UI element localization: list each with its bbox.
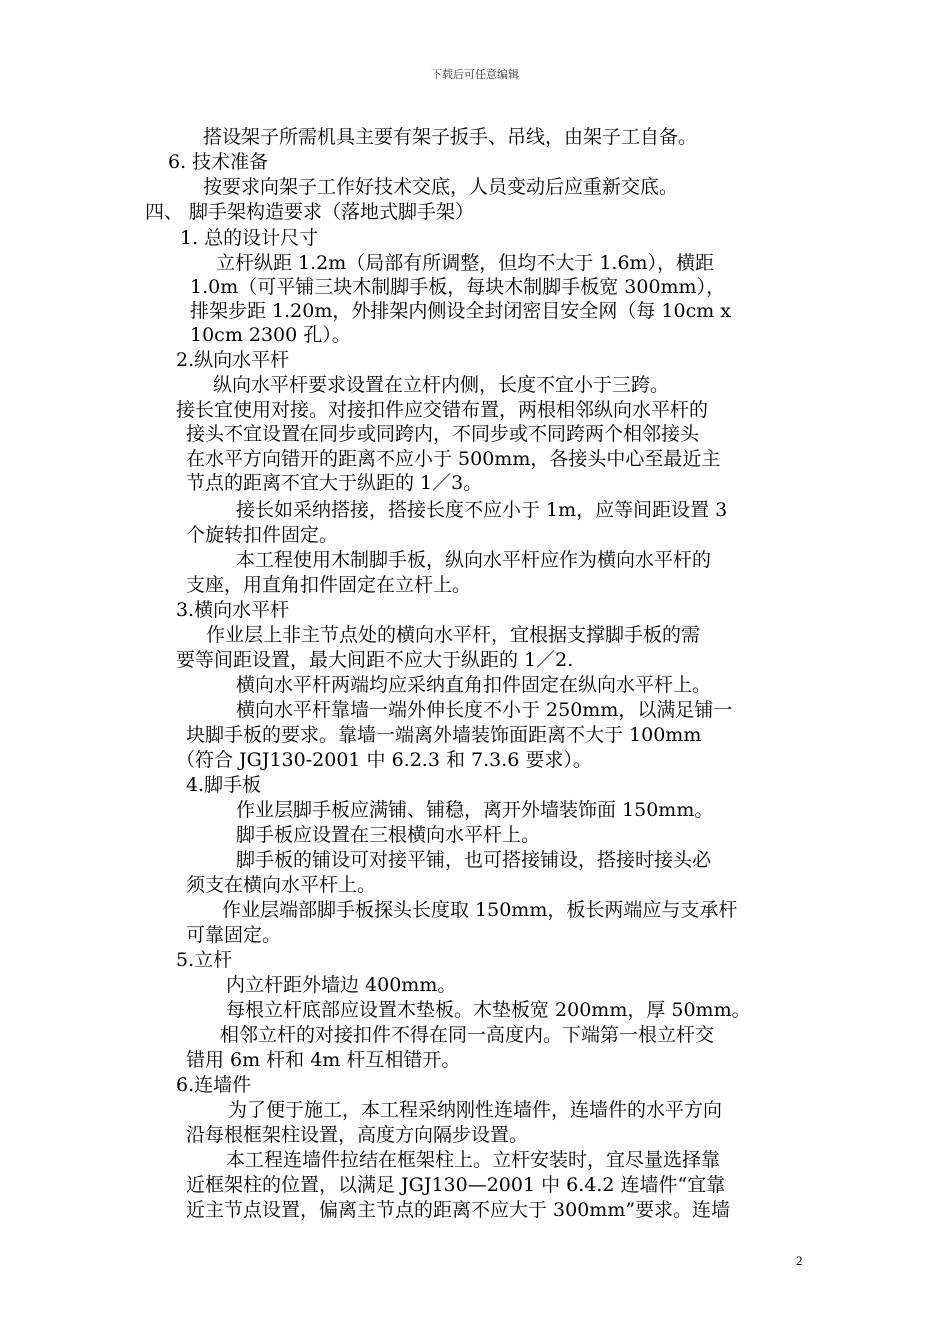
section-heading: 四、 脚手架构造要求（落地式脚手架） — [145, 201, 475, 223]
text-line: 本工程连墙件拉结在框架柱上。立杆安装时，宜尽量选择靠 — [226, 1149, 721, 1171]
text-line: 近主节点设置，偏离主节点的距离不应大于 300mm”要求。连墙 — [186, 1199, 731, 1221]
text-line: 1.0m（可平铺三块木制脚手板，每块木制脚手板宽 300mm）， — [190, 276, 726, 298]
text-line: （符合 JGJ130-2001 中 6.2.3 和 7.3.6 要求）。 — [176, 749, 592, 771]
text-line: 作业层端部脚手板探头长度取 150mm，板长两端应与支承杆 — [222, 899, 738, 921]
text-line: 节点的距离不宜大于纵距的 1／3。 — [186, 472, 483, 494]
text-line: 在水平方向错开的距离不应小于 500mm，各接头中心至最近主 — [186, 448, 721, 470]
text-line: 脚手板的铺设可对接平铺，也可搭接铺设，搭接时接头必 — [236, 849, 712, 871]
text-line: 接长宜使用对接。对接扣件应交错布置，两根相邻纵向水平杆的 — [176, 399, 709, 421]
subsection-heading: 5.立杆 — [176, 949, 233, 971]
text-line: 要等间距设置，最大间距不应大于纵距的 1／2. — [176, 649, 574, 671]
subsection-heading: 1. 总的设计尺寸 — [180, 227, 319, 249]
text-line: 10cm 2300 孔）。 — [190, 324, 351, 346]
text-line: 块脚手板的要求。靠墙一端离外墙装饰面距离不大于 100mm — [186, 724, 702, 746]
page-number: 2 — [796, 1253, 803, 1268]
subsection-heading: 3.横向水平杆 — [176, 599, 290, 621]
text-line: 横向水平杆靠墙一端外伸长度不小于 250mm，以满足铺一 — [236, 699, 733, 721]
text-line: 须支在横向水平杆上。 — [186, 874, 377, 896]
text-line: 作业层上非主节点处的横向水平杆，宜根据支撑脚手板的需 — [206, 624, 701, 646]
text-line: 错用 6m 杆和 4m 杆互相错开。 — [186, 1049, 461, 1071]
text-line: 接长如采纳搭接，搭接长度不应小于 1m，应等间距设置 3 — [236, 499, 728, 521]
text-line: 每根立杆底部应设置木垫板。木垫板宽 200mm，厚 50mm。 — [226, 999, 751, 1021]
text-line: 支座，用直角扣件固定在立杆上。 — [186, 574, 472, 596]
text-line: 排架步距 1.20m，外排架内侧设全封闭密目安全网（每 10cm x — [190, 300, 731, 322]
text-line: 内立杆距外墙边 400mm。 — [226, 974, 457, 996]
page-header: 下载后可任意编辑 — [431, 68, 519, 81]
text-line: 作业层脚手板应满铺、铺稳，离开外墙装饰面 150mm。 — [236, 799, 714, 821]
subsection-heading: 2.纵向水平杆 — [176, 349, 290, 371]
text-line: 接头不宜设置在同步或同跨内，不同步或不同跨两个相邻接头 — [186, 423, 700, 445]
text-line: 近框架柱的位置，以满足 JGJ130—2001 中 6.4.2 连墙件“宜靠 — [186, 1174, 726, 1196]
text-line: 横向水平杆两端均应采纳直角扣件固定在纵向水平杆上。 — [236, 674, 712, 696]
text-line: 本工程使用木制脚手板，纵向水平杆应作为横向水平杆的 — [236, 549, 712, 571]
text-line: 立杆纵距 1.2m（局部有所调整，但均不大于 1.6m），横距 — [216, 252, 715, 274]
subsection-heading: 4.脚手板 — [186, 774, 262, 796]
text-line: 脚手板应设置在三根横向水平杆上。 — [236, 824, 541, 846]
section-heading: 6. 技术准备 — [168, 151, 269, 173]
text-line: 相邻立杆的对接扣件不得在同一高度内。下端第一根立杆交 — [220, 1024, 715, 1046]
text-line: 纵向水平杆要求设置在立杆内侧，长度不宜小于三跨。 — [213, 374, 670, 396]
text-line: 可靠固定。 — [186, 924, 282, 946]
text-line: 搭设架子所需机具主要有架子扳手、吊线，由架子工自备。 — [203, 126, 698, 148]
subsection-heading: 6.连墙件 — [176, 1074, 252, 1096]
text-line: 个旋转扣件固定。 — [186, 524, 339, 546]
text-line: 沿每根框架柱设置，高度方向隔步设置。 — [186, 1124, 529, 1146]
text-line: 按要求向架子工作好技术交底，人员变动后应重新交底。 — [203, 176, 679, 198]
text-line: 为了便于施工，本工程采纳刚性连墙件，连墙件的水平方向 — [228, 1099, 723, 1121]
